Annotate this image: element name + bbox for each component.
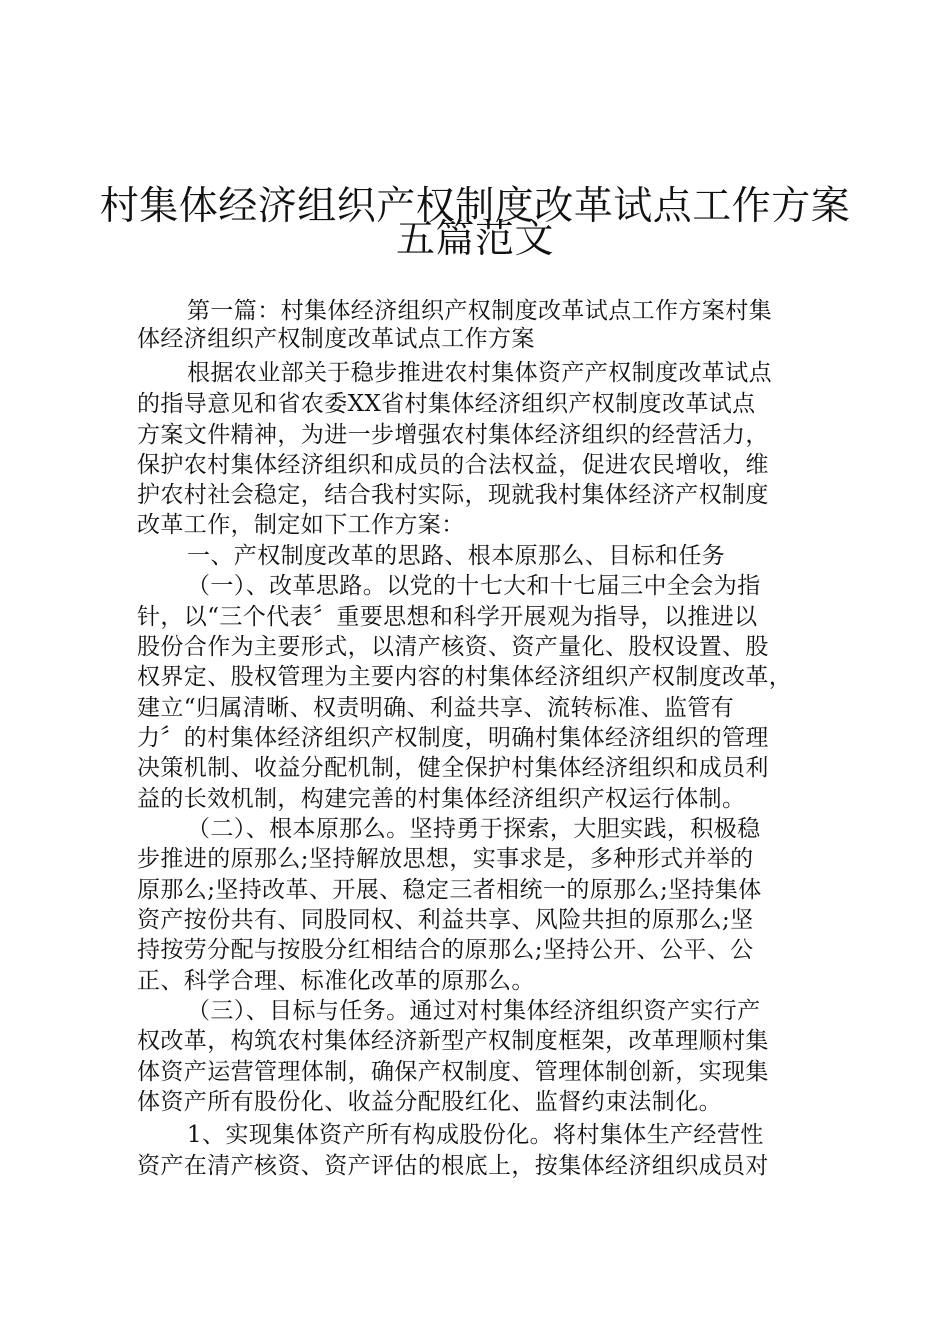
text-line: 决策机制、收益分配机制，健全保护村集体经济组织和成员利 (137, 755, 769, 781)
text-line: 保护农村集体经济组织和成员的合法权益，促进农民增收，维 (137, 452, 769, 478)
document-title: 村集体经济组织产权制度改革试点工作方案 (99, 184, 851, 229)
text-line: 正、科学合理、标准化改革的原那么。 (137, 968, 535, 994)
text-line: （二）、根本原那么。坚持勇于探索，大胆实践，积极稳 (187, 816, 761, 842)
text-line: 第一篇：村集体经济组织产权制度改革试点工作方案村集 (187, 298, 772, 324)
text-line: 资产按份共有、同股同权、利益共享、风险共担的原那么;坚 (137, 907, 754, 933)
text-line: 步推进的原那么;坚持解放思想，实事求是，多种形式并举的 (137, 846, 754, 872)
text-line: 权改革，构筑农村集体经济新型产权制度框架，改革理顺村集 (137, 1028, 769, 1054)
text-line: 益的长效机制，构建完善的村集体经济组织产权运行体制。 (137, 786, 746, 812)
text-line: 建立“归属清晰、权责明确、利益共享、流转标准、监管有 (137, 695, 735, 721)
text-line: 体经济组织产权制度改革试点工作方案 (137, 326, 535, 352)
text-line: 体资产运营管理体制，确保产权制度、管理体制创新，实现集 (137, 1059, 769, 1085)
text-line: （三）、目标与任务。通过对村集体经济组织资产实行产 (187, 998, 761, 1024)
text-line: 资产在清产核资、资产评估的根底上，按集体经济组织成员对 (137, 1153, 769, 1179)
text-line: 持按劳分配与按股分红相结合的原那么;坚持公开、公平、公 (137, 937, 754, 963)
text-line: 股份合作为主要形式，以清产核资、资产量化、股权设置、股 (137, 634, 769, 660)
section-heading: 一、产权制度改革的思路、根本原那么、目标和任务 (187, 543, 726, 569)
text-line: 护农村社会稳定，结合我村实际，现就我村集体经济产权制度 (137, 482, 769, 508)
text-line: 根据农业部关于稳步推进农村集体资产产权制度改革试点 (187, 360, 772, 386)
text-line: 1、实现集体资产所有构成股份化。将村集体生产经营性 (187, 1122, 764, 1148)
text-line: 体资产所有股份化、收益分配股红化、监督约束法制化。 (137, 1089, 722, 1115)
text-line: （一）、改革思路。以党的十七大和十七届三中全会为指 (187, 573, 761, 599)
text-line: 力〞的村集体经济组织产权制度，明确村集体经济组织的管理 (137, 725, 769, 751)
document-title-continued: 五篇范文 (395, 217, 554, 262)
text-line: 原那么;坚持改革、开展、稳定三者相统一的原那么;坚持集体 (137, 877, 762, 903)
text-line: 改革工作，制定如下工作方案： (137, 512, 465, 538)
text-line: 权界定、股权管理为主要内容的村集体经济组织产权制度改革， (137, 664, 793, 690)
text-line: 的指导意见和省农委XX省村集体经济组织产权制度改革试点 (137, 391, 756, 417)
text-line: 方案文件精神，为进一步增强农村集体经济组织的经营活力， (137, 422, 769, 448)
text-line: 针，以“三个代表〞重要思想和科学开展观为指导，以推进以 (137, 604, 758, 630)
